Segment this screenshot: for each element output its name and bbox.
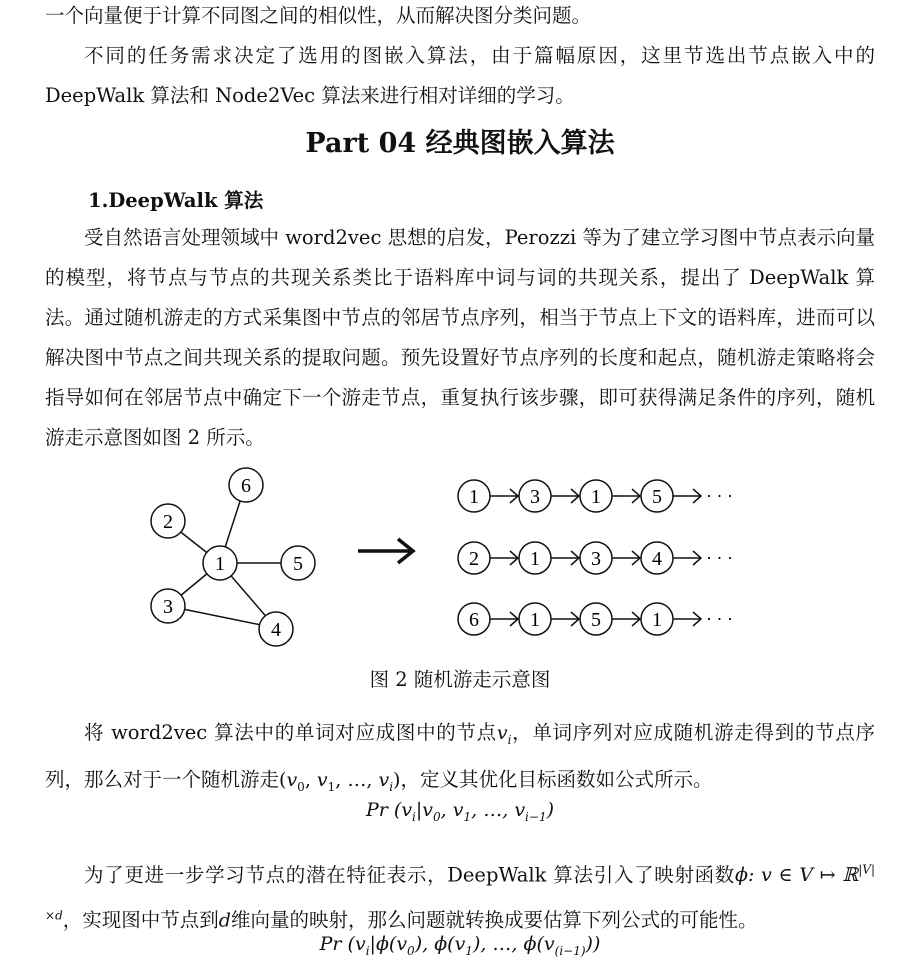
paragraph-mapping-part3: 维向量的映射，那么问题就转换成要估算下列公式的可能性。	[230, 908, 758, 932]
walk-node-label: 1	[530, 609, 540, 631]
math-vi: $v_i$	[496, 722, 512, 747]
paragraph-mapping-part1: 为了更进一步学习节点的潜在特征表示，DeepWalk 算法引入了映射函数	[84, 863, 735, 887]
big-arrow-icon	[358, 539, 413, 563]
walk-node-label: 5	[591, 609, 601, 631]
walk-node-label: 1	[469, 486, 479, 508]
paragraph-word2vec-part1: 将 word2vec 算法中的单词对应成图中的节点	[84, 721, 497, 744]
graph-node-label: 3	[163, 596, 173, 618]
paragraph-word2vec-part3: ，定义其优化目标函数如公式所示。	[400, 767, 713, 791]
graph-node-2	[151, 504, 185, 538]
walk-node-label: 3	[591, 548, 601, 570]
graph-node-3	[151, 589, 185, 623]
graph-node-label: 1	[215, 553, 225, 575]
math-mapping: ϕ: v ∈ V ↦ ℝ$^{|V|\times d}$	[45, 863, 875, 923]
walk-node-label: 3	[530, 486, 540, 508]
graph-node-label: 4	[271, 619, 281, 641]
graph-node-5	[281, 546, 315, 580]
paragraph-top: 一个向量便于计算不同图之间的相似性，从而解决图分类问题。	[45, 4, 592, 27]
formula-embedding: Pr ($v_i|\phi(v_0)$, $\phi(v_1)$, …, $\phi(v_{(i-1)})$)	[319, 933, 601, 958]
math-d: d	[218, 909, 231, 932]
walk-node-label: 4	[652, 548, 662, 570]
walk-row	[458, 480, 733, 512]
graph-node-label: 5	[293, 553, 303, 575]
paragraph-deepwalk: 受自然语言处理领域中 word2vec 思想的启发，Perozzi 等为了建立学习图中节点表示向量的模型，将节点与节点的共现关系类比于语料库中词与词的共现关系，提出了 DeepWalk 算法。通过随机游走的方式采集图中节点的邻居节点序列，相当于节点上下文的语料库，进而可以解决图中节点之间共现关系的提取问题。预先设置好节点序列的长度和起点，随机游走策略将会指导如何在邻居节点中确定下一个游走节点，重复执行该步骤，即可获得满足条件的序列，随机游走示意图如图 2 所示。	[45, 226, 875, 449]
graph-node-4	[259, 612, 293, 646]
random-walk-figure	[0, 462, 920, 662]
walk-node-label: 2	[469, 548, 479, 570]
paragraph-intro: 不同的任务需求决定了选用的图嵌入算法，由于篇幅原因，这里节选出节点嵌入中的DeepWalk 算法和 Node2Vec 算法来进行相对详细的学习。	[45, 44, 875, 107]
walk-sequences	[458, 480, 733, 635]
walk-node-label: 6	[469, 609, 479, 631]
walk-node-label: 1	[591, 486, 601, 508]
walk-node-label: 1	[530, 548, 540, 570]
paragraph-word2vec-part2: ，单词序列对应成随机游走得到的节点序列，那么对于一个随机游走	[45, 721, 875, 791]
walk-ellipsis: · · ·	[706, 548, 733, 568]
walk-row	[458, 542, 733, 574]
formula-objective: Pr ($v_i|v_0$, $v_1$, …, $v_{i-1}$)	[365, 799, 555, 824]
walk-row	[458, 603, 733, 635]
walk-node-label: 1	[652, 609, 662, 631]
walk-node-label: 5	[652, 486, 662, 508]
section-title: Part 04 经典图嵌入算法	[305, 128, 615, 159]
graph-node-1	[203, 546, 237, 580]
graph-node-6	[229, 468, 263, 502]
subsection-title: 1.DeepWalk 算法	[88, 189, 264, 212]
paragraph-mapping	[45, 850, 875, 941]
graph-node-label: 6	[241, 475, 251, 497]
walk-ellipsis: · · ·	[706, 486, 733, 506]
math-walk: ($v_0$, $v_1$, …, $v_i$)	[279, 768, 401, 794]
walk-ellipsis: · · ·	[706, 609, 733, 629]
graph-node-label: 2	[163, 511, 173, 533]
figure-caption: 图 2 随机游走示意图	[369, 668, 551, 691]
paragraph-word2vec	[45, 713, 875, 807]
paragraph-mapping-part2: ，实现图中节点到	[62, 908, 219, 932]
